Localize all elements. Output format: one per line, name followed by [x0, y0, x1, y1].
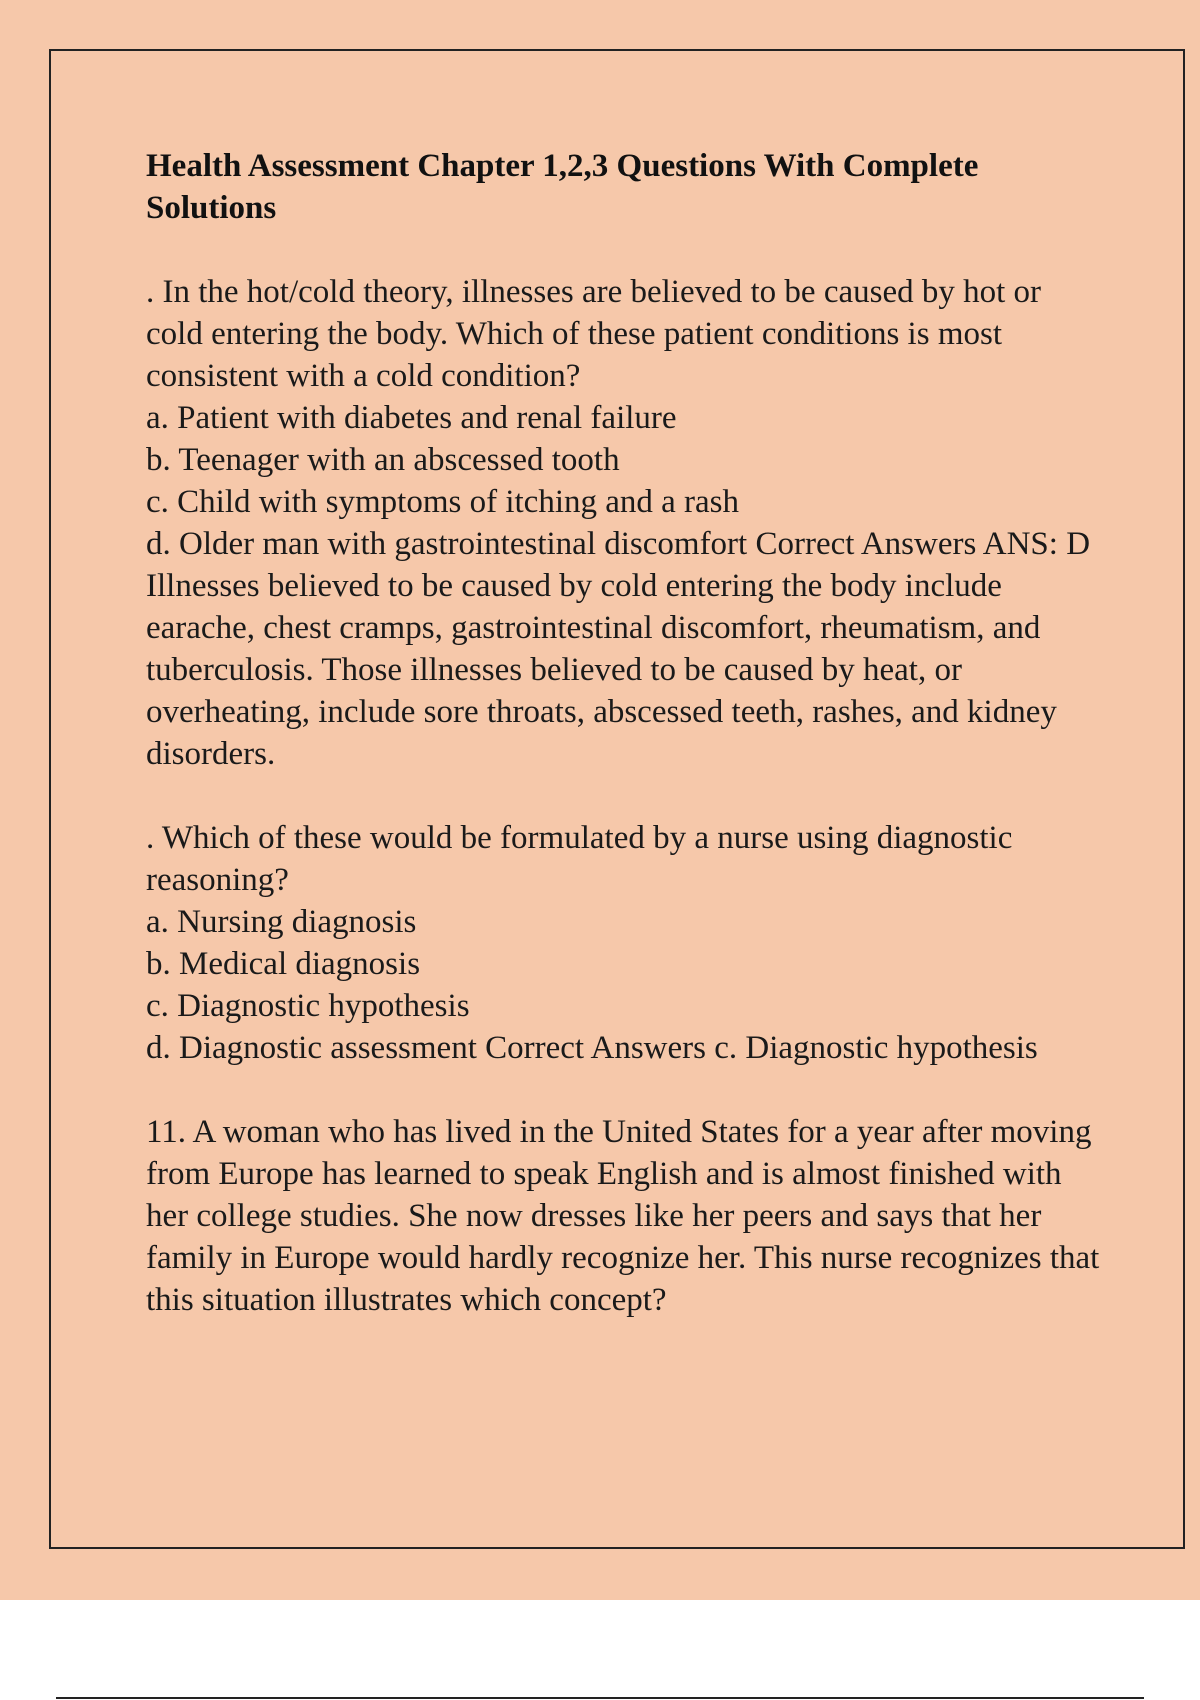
question-1-option-d-answer: d. Older man with gastrointestinal discomfort Correct Answers ANS: D	[146, 526, 1091, 562]
question-1	[146, 271, 1106, 775]
question-2-option-b: b. Medical diagnosis	[146, 946, 421, 982]
document-title: Health Assessment Chapter 1,2,3 Questions With Complete Solutions	[146, 148, 979, 226]
document-content	[146, 145, 1106, 1363]
question-1-option-b: b. Teenager with an abscessed tooth	[146, 442, 620, 478]
question-3-stem: 11. A woman who has lived in the United States for a year after moving from Europe has learned to speak English and is almost finished with her college studies. She now dresses like her peers and says that her family in Europe would hardly recognize her. This nurse recognizes that this situation illustrates which concept?	[146, 1114, 1100, 1318]
question-1-rationale: Illnesses believed to be caused by cold entering the body include earache, chest cramps, gastrointestinal discomfort, rheumatism, and tuberculosis. Those illnesses believed to be caused by heat, or overheating, include sore throats, abscessed teeth, rashes, and kidney disorders.	[146, 568, 1057, 772]
question-2-option-c: c. Diagnostic hypothesis	[146, 988, 470, 1024]
question-3	[146, 1111, 1106, 1321]
question-2	[146, 817, 1106, 1069]
page-bottom-divider	[56, 1697, 1144, 1699]
question-1-option-a: a. Patient with diabetes and renal failure	[146, 400, 677, 436]
question-2-option-a: a. Nursing diagnosis	[146, 904, 417, 940]
question-2-option-d-answer: d. Diagnostic assessment Correct Answers c. Diagnostic hypothesis	[146, 1030, 1038, 1066]
question-1-option-c: c. Child with symptoms of itching and a rash	[146, 484, 740, 520]
question-2-stem: . Which of these would be formulated by a nurse using diagnostic reasoning?	[146, 820, 1013, 898]
question-1-stem: . In the hot/cold theory, illnesses are believed to be caused by hot or cold entering the body. Which of these patient conditions is most consistent with a cold condition?	[146, 274, 1042, 394]
